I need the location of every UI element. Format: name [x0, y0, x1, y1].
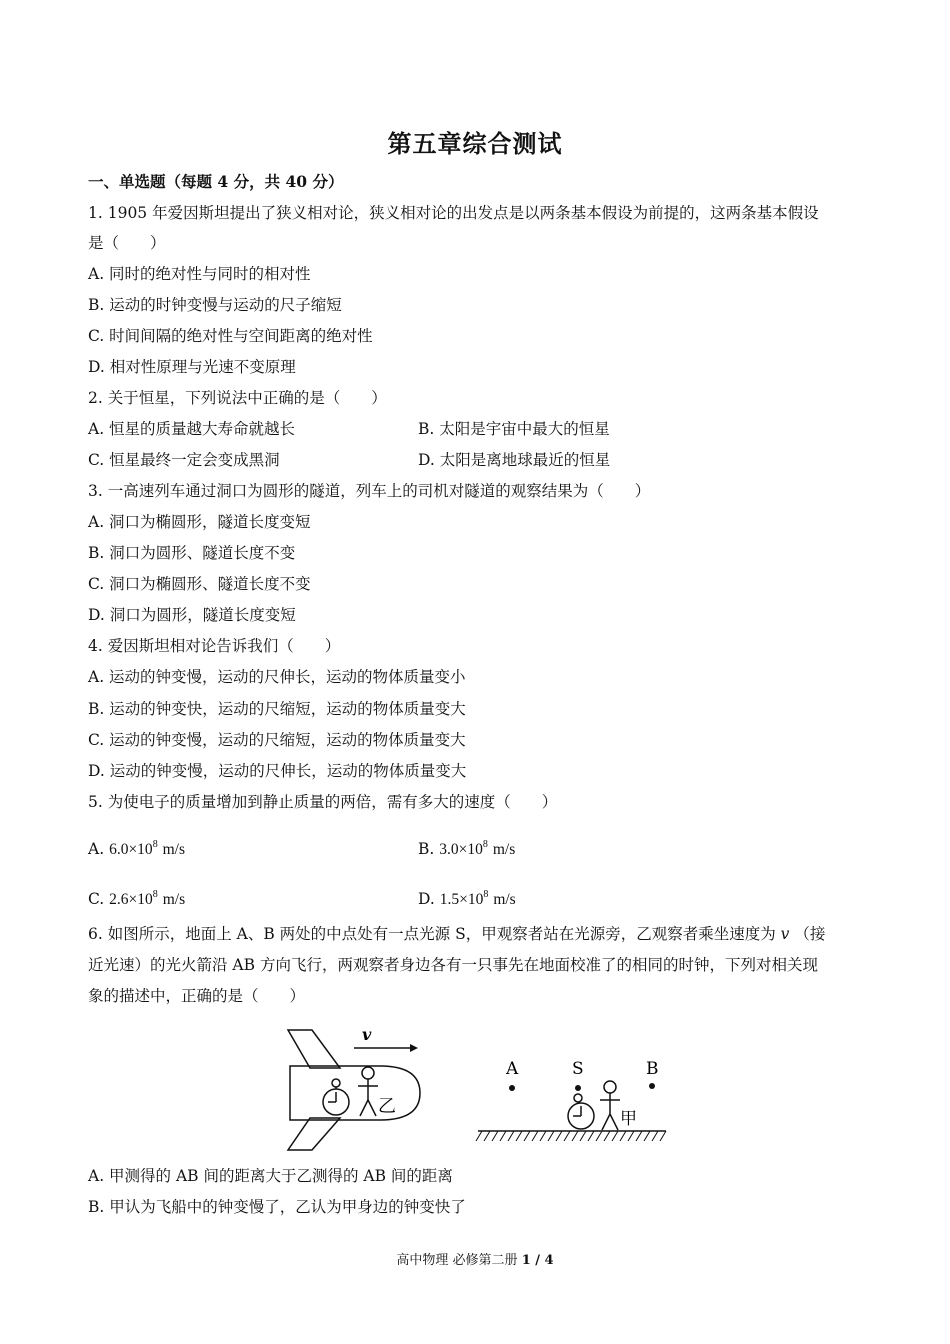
- observer-jia-figure: [600, 1081, 620, 1130]
- footer-text: 高中物理 必修第二册: [396, 1253, 522, 1268]
- q5-option-a-unit: m/s: [162, 841, 186, 858]
- q5-option-d-label: D.: [418, 890, 435, 908]
- point-s-light-source: [575, 1085, 581, 1091]
- observer-yi-figure: [358, 1067, 378, 1116]
- q5-option-a-exponent: 8: [152, 839, 158, 850]
- q1-stem-line1: 1. 1905 年爱因斯坦提出了狭义相对论，狭义相对论的出发点是以两条基本假设为前提的，这两条基本假设: [88, 204, 819, 222]
- q5-option-c-exponent: 8: [152, 889, 158, 900]
- rocket-upper-fin: [288, 1030, 340, 1068]
- q6-option-b: B. 甲认为飞船中的钟变慢了，乙认为甲身边的钟变快了: [88, 1198, 466, 1216]
- label-jia: 甲: [620, 1109, 637, 1129]
- q5-stem: 5. 为使电子的质量增加到静止质量的两倍，需有多大的速度（ ）: [88, 793, 558, 811]
- rocket-lower-fin: [288, 1118, 340, 1150]
- q1-option-c: C. 时间间隔的绝对性与空间距离的绝对性: [88, 327, 373, 345]
- q5-option-c-unit: m/s: [162, 891, 186, 908]
- q5-option-a-label: A.: [88, 840, 105, 858]
- label-b: B: [646, 1059, 659, 1079]
- q5-option-b: [418, 834, 515, 861]
- q6-stem-line1-text: 6. 如图所示，地面上 A、B 两处的中点处有一点光源 S，甲观察者站在光源旁，乙观察者乘坐速度为: [88, 925, 776, 943]
- point-a-marker: [509, 1085, 515, 1091]
- q2-option-b: B. 太阳是宇宙中最大的恒星: [418, 420, 610, 438]
- q2-option-d: D. 太阳是离地球最近的恒星: [418, 451, 611, 469]
- q6-velocity-symbol: v: [780, 925, 790, 943]
- q6-stem-line2: 近光速）的光火箭沿 AB 方向飞行，两观察者身边各有一只事先在地面校准了的相同的时钟，下列对相关现: [88, 956, 818, 974]
- q5-option-a-value: 6.0×10: [109, 841, 153, 858]
- q6-figure: [270, 1018, 670, 1158]
- section-heading: 一、单选题（每题 4 分，共 40 分）: [88, 172, 344, 191]
- ground-hatching: [476, 1131, 666, 1141]
- q2-option-a: A. 恒星的质量越大寿命就越长: [88, 420, 296, 438]
- label-yi: 乙: [378, 1096, 396, 1117]
- q3-option-a: A. 洞口为椭圆形，隧道长度变短: [88, 513, 311, 531]
- page-footer: [0, 1249, 950, 1268]
- q5-option-d-value: 1.5×10: [439, 891, 484, 908]
- q4-option-c: C. 运动的钟变慢，运动的尺缩短，运动的物体质量变大: [88, 731, 466, 749]
- q5-option-c: [88, 884, 185, 911]
- q2-stem: 2. 关于恒星，下列说法中正确的是（ ）: [88, 389, 387, 407]
- q5-option-d-unit: m/s: [493, 891, 516, 908]
- label-velocity: v: [362, 1025, 372, 1044]
- q3-option-c: C. 洞口为椭圆形、隧道长度不变: [88, 575, 311, 593]
- q5-option-a: [88, 834, 185, 861]
- velocity-arrowhead-icon: [410, 1044, 418, 1052]
- q5-option-c-label: C.: [88, 890, 105, 908]
- q5-option-d: [418, 884, 516, 911]
- q1-option-a: A. 同时的绝对性与同时的相对性: [88, 265, 311, 283]
- rocket-body: [290, 1066, 420, 1120]
- q5-option-d-exponent: 8: [483, 889, 489, 900]
- q4-option-b: B. 运动的钟变快，运动的尺缩短，运动的物体质量变大: [88, 700, 466, 718]
- q3-option-b: B. 洞口为圆形、隧道长度不变: [88, 544, 296, 562]
- q6-stem-line3: 象的描述中，正确的是（ ）: [88, 987, 306, 1005]
- ground-clock-bell-icon: [574, 1094, 582, 1102]
- q4-option-a: A. 运动的钟变慢，运动的尺伸长，运动的物体质量变小: [88, 668, 466, 686]
- q1-stem-line2: 是（ ）: [88, 234, 166, 252]
- q3-option-d: D. 洞口为圆形，隧道长度变短: [88, 606, 296, 624]
- q4-option-d: D. 运动的钟变慢，运动的尺伸长，运动的物体质量变大: [88, 762, 467, 780]
- q6-stem-line1: [88, 923, 825, 945]
- q1-option-d: D. 相对性原理与光速不变原理: [88, 358, 296, 376]
- page-number: 1 / 4: [521, 1253, 554, 1268]
- rocket-clock-bell-icon: [332, 1079, 340, 1087]
- q5-option-c-value: 2.6×10: [109, 891, 153, 908]
- label-a: A: [506, 1059, 519, 1079]
- q4-stem: 4. 爱因斯坦相对论告诉我们（ ）: [88, 637, 341, 655]
- q5-option-b-exponent: 8: [482, 839, 488, 850]
- q6-option-a: A. 甲测得的 AB 间的距离大于乙测得的 AB 间的距离: [88, 1167, 453, 1185]
- q5-option-b-value: 3.0×10: [439, 841, 483, 858]
- q3-stem: 3. 一高速列车通过洞口为圆形的隧道，列车上的司机对隧道的观察结果为（ ）: [88, 482, 651, 500]
- q5-option-b-label: B.: [418, 840, 435, 858]
- q6-stem-line1-tail: （接: [794, 925, 826, 943]
- q2-option-c: C. 恒星最终一定会变成黑洞: [88, 451, 280, 469]
- q1-option-b: B. 运动的时钟变慢与运动的尺子缩短: [88, 296, 342, 314]
- q5-option-b-unit: m/s: [492, 841, 516, 858]
- page-title: 第五章综合测试: [387, 129, 563, 158]
- point-b-marker: [649, 1083, 655, 1089]
- label-s: S: [572, 1059, 584, 1079]
